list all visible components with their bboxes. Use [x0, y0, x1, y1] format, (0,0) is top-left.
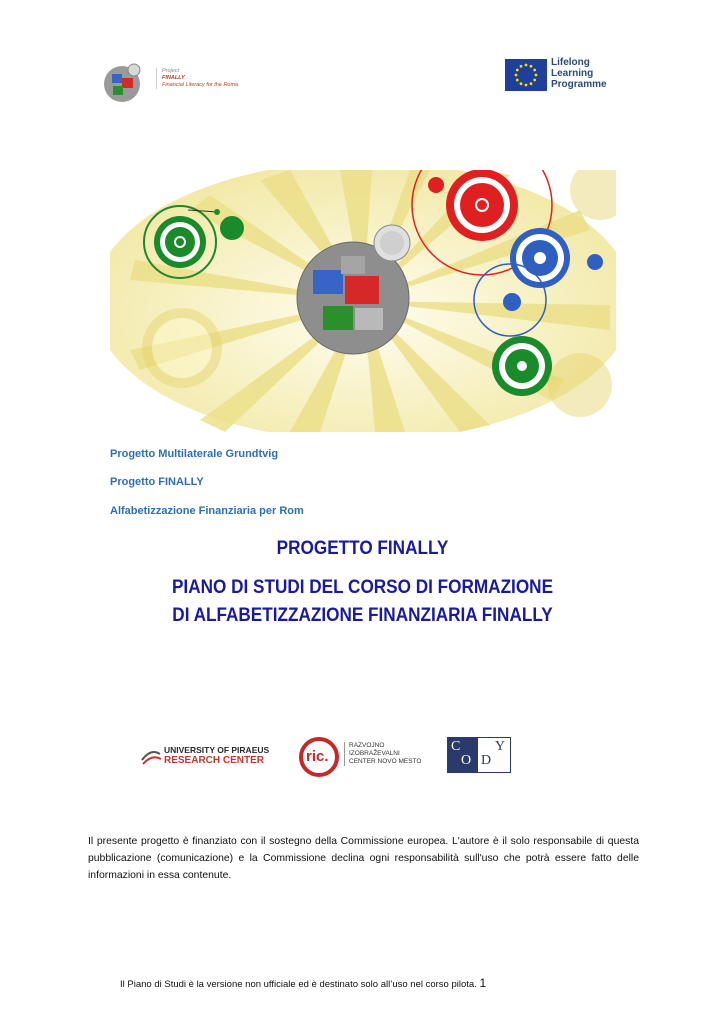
university-of-piraeus-logo [140, 743, 280, 773]
puzzle-globe-wheels-icon [110, 170, 616, 432]
llp-line-1: Lifelong [551, 57, 590, 68]
cody-letter-d: D [481, 753, 492, 768]
hero-illustration [110, 170, 616, 432]
cody-logo [447, 737, 511, 773]
cody-letter-o: O [461, 753, 472, 768]
project-logo-label: Project [162, 68, 180, 74]
funding-disclaimer: Il presente progetto è finanziato con il sostegno della Commissione europea. L'autore è il solo responsabile di questa pubblicazione (comunicazione) e la Commissione declina ogni responsabilità sull'uso che potrà essere fatto delle informazioni in essa contenute. [88, 836, 639, 881]
project-logo-name: FINALLY [162, 75, 185, 81]
cody-letter-c: C [451, 739, 461, 754]
project-finally-logo [100, 58, 250, 108]
puzzle-globe-icon [100, 60, 146, 106]
ric-line-1: RAZVOJNO [349, 742, 385, 749]
piraeus-line-2: RESEARCH CENTER [164, 755, 265, 766]
page-number: 1 [479, 976, 487, 990]
footer-text: Il Piano di Studi è la versione non ufficiale ed è destinato solo all’uso nel corso pilota. [120, 979, 477, 990]
cody-letter-y: Y [495, 739, 506, 754]
ric-mark: ric. [306, 748, 329, 765]
page-footer [120, 976, 486, 990]
piraeus-line-1: UNIVERSITY OF PIRAEUS [164, 745, 270, 755]
llp-line-3: Programme [551, 79, 607, 90]
ric-line-2: IZOBRAŽEVALNI [349, 750, 400, 757]
meta-project-name: Progetto FINALLY [110, 476, 204, 488]
eu-flag-icon [505, 59, 547, 91]
document-subtitle-line-2: DI ALFABETIZZAZIONE FINANZIARIA FINALLY [172, 604, 553, 626]
document-subtitle-line-1: PIANO DI STUDI DEL CORSO DI FORMAZIONE [171, 576, 554, 598]
meta-grundtvig: Progetto Multilaterale Grundtvig [110, 448, 279, 460]
meta-project-subtitle: Alfabetizzazione Finanziaria per Rom [110, 505, 304, 517]
ric-novo-mesto-logo [298, 736, 428, 780]
lifelong-learning-programme-logo [505, 55, 625, 95]
llp-line-2: Learning [551, 68, 594, 79]
document-title: PROGETTO FINALLY [276, 537, 449, 559]
ric-line-3: CENTER NOVO MESTO [349, 758, 422, 765]
piraeus-swirl-icon [140, 746, 162, 768]
project-logo-tagline: Financial Literacy for the Roma [162, 82, 239, 88]
